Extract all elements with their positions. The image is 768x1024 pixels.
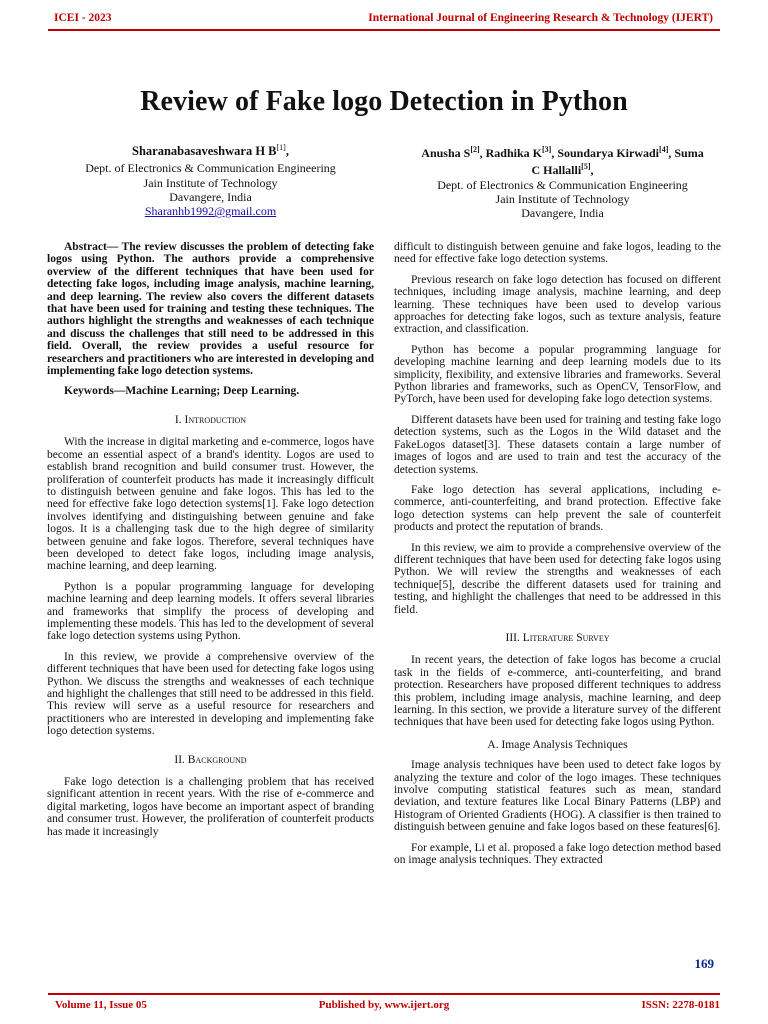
paragraph: Fake logo detection is a challenging problem that has received significant attention in recent years. With the rise of e-commerce and digital marketing, logos have become an important aspect of branding and consumer trust. However, the proliferation of counterfeit products has made it increasingly (47, 776, 374, 838)
author-city: Davangere, India (169, 189, 252, 204)
right-column (394, 241, 721, 874)
header-rule (48, 29, 720, 31)
abstract: Abstract— The review discusses the problem of detecting fake logos using Python. The authors provide a comprehensive overview of the different techniques that have been used for detecting fake logos, including image analysis, machine learning, and deep learning. The review also covers the different datasets that have been used for training and testing these techniques. The authors highlight the strengths and weaknesses of each technique and discuss the challenges that still need to be addressed in this field. Overall, the review provides a useful resource for researchers and practitioners who are interested in developing and implementing fake logo detection systems. (47, 241, 374, 378)
author-dept: Dept. of Electronics & Communication Engineering (437, 177, 688, 192)
left-column (47, 241, 374, 846)
author-block-2: Anusha S[2], Radhika K[3], Soundarya Kirwadi[4], Suma C Hallalli[5], Dept. of Electronics & Communication Engineering Jain Institute of Technology Davangere, India (400, 143, 725, 220)
issn: ISSN: 2278-0181 (641, 999, 720, 1011)
volume-issue: Volume 11, Issue 05 (55, 999, 147, 1011)
paragraph: For example, Li et al. proposed a fake logo detection method based on image analysis techniques. They extracted (394, 841, 721, 867)
paragraph: Image analysis techniques have been used to detect fake logos by analyzing the texture and color of the logo images. These techniques involve computing statistical features such as mean, standard deviation, and texture features like Local Binary Patterns (LBP) and Histogram of Oriented Gradients (HOG). A classifier is then trained to distinguish between genuine and fake logos based on these features[6]. (394, 759, 721, 834)
section-heading-literature-survey: III. Literature Survey (505, 631, 610, 644)
author-email-link[interactable]: Sharanhb1992@gmail.com (144, 204, 277, 219)
section-heading-background: II. Background (174, 753, 247, 766)
paragraph: difficult to distinguish between genuine and fake logos, leading to the need for effective fake logo detection systems. (394, 241, 721, 266)
paragraph: With the increase in digital marketing and e-commerce, logos have become an essential aspect of a brand's identity. Logos are used to establish brand recognition and build consumer trust. However, the proliferation of counterfeit products has made it increasingly difficult to distinguish between genuine and fake logos. This has led to the need for effective fake logo detection systems[1]. Fake logo detection involves identifying and distinguishing between genuine and fake logos. It is a challenging task due to the high degree of similarity between genuine and fake logos. Therefore, several techniques have been developed to detect fake logos, including image analysis, machine learning, and deep learning. (47, 436, 374, 573)
author-block-1: Sharanabasaveshwara H B[1], Dept. of Electronics & Communication Engineering Jain Institute of Technology Davangere, India Sharanhb1992@gmail.com (47, 141, 374, 218)
author-institute: Jain Institute of Technology (495, 191, 630, 206)
publisher-link[interactable]: Published by, www.ijert.org (318, 999, 450, 1011)
page-number: 169 (694, 956, 714, 971)
paragraph: Fake logo detection has several applications, including e-commerce, anti-counterfeiting, and brand protection. Effective fake logo detection systems can help prevent the sale of counterfeit products and protect the reputation of brands. (394, 483, 721, 534)
section-heading-introduction: I. Introduction (174, 413, 247, 426)
paragraph: Previous research on fake logo detection has focused on different techniques, including image analysis, machine learning, and deep learning. These techniques have been used to develop various approaches for detecting fake logos, such as texture analysis, feature extraction, and classification. (394, 273, 721, 336)
paper-title: Review of Fake logo Detection in Python (140, 86, 628, 117)
author-ref: [1] (276, 143, 286, 152)
keywords: Keywords—Machine Learning; Deep Learning. (64, 385, 300, 398)
paragraph: Python is a popular programming language for developing machine learning and deep learning models. It offers several libraries and frameworks that simplify the process of developing and implementing these models. This has led to the development of several fake logo detection systems using Python. (47, 580, 374, 643)
author-city: Davangere, India (521, 206, 604, 221)
author-institute: Jain Institute of Technology (143, 175, 278, 190)
subsection-heading-image-analysis: A. Image Analysis Techniques (487, 738, 628, 751)
paragraph: Different datasets have been used for training and testing fake logo detection systems, such as the Logos in the Wild dataset and the FakeLogos dataset[3]. These datasets contain a large number of images of logos and are used to train and test the accuracy of the detection systems. (394, 413, 721, 476)
footer-rule (48, 993, 720, 995)
journal-name: International Journal of Engineering Research & Technology (IJERT) (368, 12, 713, 24)
author-name: Sharanabasaveshwara H B (132, 144, 277, 158)
paragraph: Python has become a popular programming language for developing machine learning and deep learning models due to its simplicity, flexibility, and extensive libraries and frameworks. Several Python libraries and frameworks, such as OpenCV, TensorFlow, and PyTorch, have been used for developing fake logo detection systems. (394, 343, 721, 406)
paragraph: In recent years, the detection of fake logos has become a crucial task in the fields of e-commerce, anti-counterfeiting, and brand protection. Researchers have proposed different techniques to address this problem, including image analysis, machine learning, and deep learning. In this section, we provide a literature survey of the different techniques that have been used for detecting fake logos using Python. (394, 654, 721, 729)
conference-label: ICEI - 2023 (54, 12, 112, 24)
paragraph: In this review, we aim to provide a comprehensive overview of the different techniques that have been used for detecting fake logos using Python. We will review the strengths and weaknesses of each technique[5], describe the different datasets used for training and testing, and highlight the challenges that need to be addressed in this field. (394, 541, 721, 616)
paragraph: In this review, we provide a comprehensive overview of the different techniques that have been used for detecting fake logos using Python. We discuss the strengths and weaknesses of each technique and highlight the challenges that still need to be addressed in this field. This review will serve as a useful resource for researchers and practitioners who are interested in developing and implementing fake logo detection systems. (47, 650, 374, 738)
author-dept: Dept. of Electronics & Communication Engineering (85, 161, 336, 176)
